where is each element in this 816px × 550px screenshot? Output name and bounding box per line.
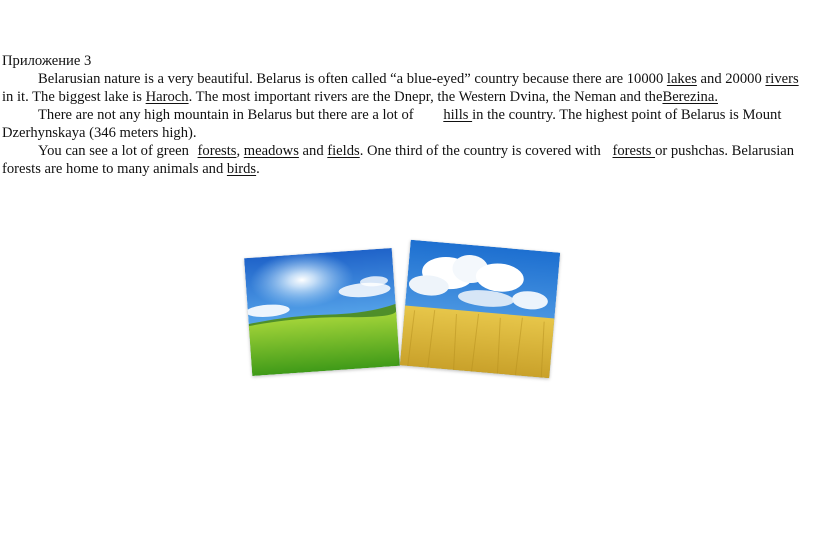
text-run: . The most important rivers are the Dnepr, the Western Dvina, the Neman and the: [188, 89, 663, 105]
text-run: forests are home to many animals and: [2, 161, 227, 177]
paragraph-2-line-1: [2, 106, 814, 124]
meadow-photo: [244, 248, 400, 376]
document-body: [2, 52, 814, 178]
blank-answer-rivers: rivers: [765, 71, 799, 87]
paragraph-3-line-1: [2, 142, 814, 160]
text-run: or pushchas. Belarusian: [655, 143, 795, 159]
text-run: and: [298, 143, 328, 159]
paragraph-3-line-2: [2, 160, 814, 178]
blank-answer-berezina: Berezina.: [662, 89, 718, 105]
text-run: Belarusian nature is a very beautiful. Belarus is often called “a blue-eyed” country because there are 10000: [38, 71, 667, 87]
paragraph-1-line-1: [2, 70, 814, 88]
blank-answer-fields: fields: [327, 143, 360, 159]
blank-answer-haroch: Haroch: [145, 89, 189, 105]
paragraph-2-line-2: Dzerhynskaya (346 meters high).: [2, 125, 197, 141]
text-run: and 20000: [696, 71, 766, 87]
blank-answer-forests-2: forests: [612, 143, 656, 159]
text-run: ,: [236, 143, 244, 159]
blank-answer-hills: hills: [443, 107, 473, 123]
text-run: in it. The biggest lake is: [2, 89, 146, 105]
text-run: You can see a lot of green: [38, 143, 193, 159]
blank-answer-forests: forests: [197, 143, 237, 159]
appendix-heading: Приложение 3: [2, 53, 92, 69]
blank-answer-meadows: meadows: [243, 143, 299, 159]
paragraph-1-line-2: [2, 88, 814, 106]
text-run: There are not any high mountain in Belarus but there are a lot of: [38, 107, 418, 123]
text-run: .: [256, 161, 260, 177]
text-run: in the country. The highest point of Belarus is Mount: [472, 107, 782, 123]
text-run: . One third of the country is covered with: [359, 143, 605, 159]
blank-answer-birds: birds: [226, 161, 257, 177]
wheat-field-photo: [400, 240, 560, 379]
blank-answer-lakes: lakes: [666, 71, 697, 87]
